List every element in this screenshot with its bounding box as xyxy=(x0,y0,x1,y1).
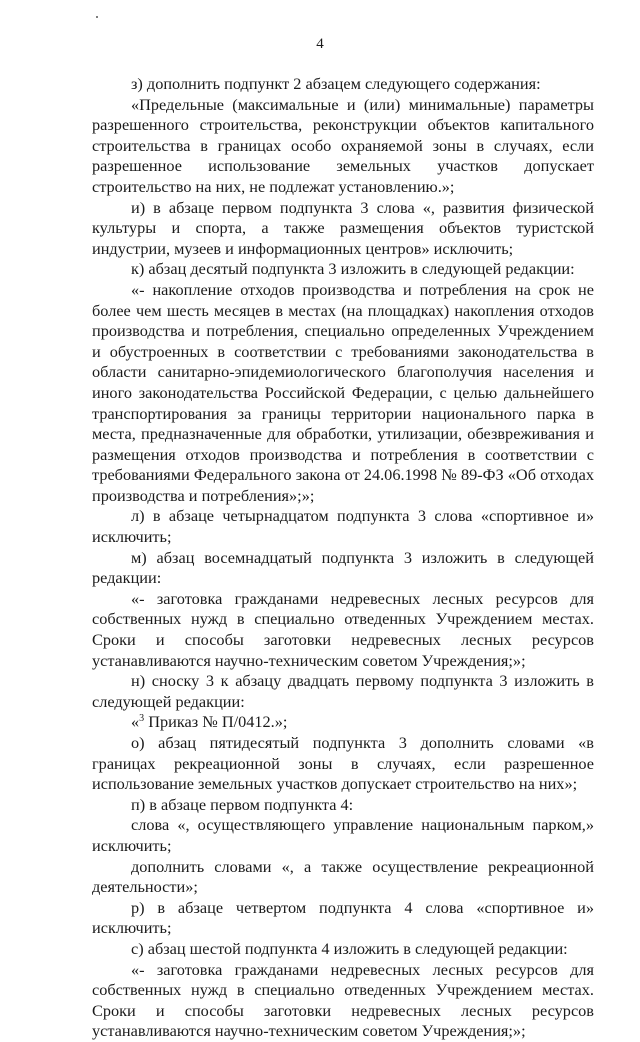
paragraph: «- накопление отходов производства и потребления на срок не более чем шесть месяцев в местах (на площадках) накопления отходов производства и потребления, специально определенных Учреждением и обустроенных в соответствии с требованиями законодательства в области санитарно-эпидемиологического благополучия населения и иного законодательства Российской Федерации, с целью дальнейшего транспортирования за границы территории национального парка в места, предназначенные для обработки, утилизации, обезвреживания и размещения отходов производства и потребления в соответствии с требованиями Федерального закона от 24.06.1998 № 89-ФЗ «Об отходах производства и потребления»;»; xyxy=(92,279,594,505)
open-quote: « xyxy=(131,712,140,732)
paragraph: слова «, осуществляющего управление национальным парком,» исключить; xyxy=(92,815,594,855)
paragraph: р) в абзаце четвертом подпункта 4 слова «спортивное и» исключить; xyxy=(92,897,594,938)
paragraph: п) в абзаце первом подпункта 4: xyxy=(131,794,354,814)
paragraph: о) абзац пятидесятый подпункта 3 дополнить словами «в границах рекреационной зоны в случаях, если разрешенное использование земельных участков допускает строительство на них»; xyxy=(92,733,594,794)
paragraph: з) дополнить подпункт 2 абзацем следующего содержания: xyxy=(131,74,541,93)
paragraph: «- заготовка гражданами недревесных лесных ресурсов для собственных нужд в специально отведенных Учреждением местах. Сроки и способы заготовки недревесных лесных ресурсов устанавливаются научно-техническим советом Учреждения;»; xyxy=(92,588,594,670)
paragraph: л) в абзаце четырнадцатом подпункта 3 слова «спортивное и» исключить; xyxy=(92,506,594,547)
page-number: 4 xyxy=(316,36,324,52)
paragraph: с) абзац шестой подпункта 4 изложить в следующей редакции: xyxy=(131,938,568,958)
paragraph: дополнить словами «, а также осуществление рекреационной деятельности»; xyxy=(92,856,594,897)
paragraph: к) абзац десятый подпункта 3 изложить в следующей редакции: xyxy=(131,259,575,279)
document-body xyxy=(92,74,594,1042)
paragraph: н) сноску 3 к абзацу двадцать первому подпункта 3 изложить в следующей редакции: xyxy=(92,671,594,711)
paragraph: м) абзац восемнадцатый подпункта 3 изложить в следующей редакции: xyxy=(92,547,594,588)
scan-speck xyxy=(96,16,98,18)
paragraph: и) в абзаце первом подпункта 3 слова «, развития физической культуры и спорта, а также размещения объектов туристской индустрии, музеев и информационных центров» исключить; xyxy=(92,197,594,258)
footnote-text: Приказ № П/0412.»; xyxy=(144,712,288,732)
footnote-paragraph xyxy=(92,712,594,733)
footnote-mark: 3 xyxy=(139,713,145,725)
paragraph: «Предельные (максимальные и (или) минимальные) параметры разрешенного строительства, реконструкции объектов капитального строительства в границах особо охраняемой зоны в случаях, если разрешенное использование земельных участков допускает строительство на них, не подлежат установлению.»; xyxy=(92,94,594,196)
paragraph: «- заготовка гражданами недревесных лесных ресурсов для собственных нужд в специально отведенных Учреждением местах. Сроки и способы заготовки недревесных лесных ресурсов устанавливаются научно-техническим советом Учреждения;»; xyxy=(92,959,594,1041)
